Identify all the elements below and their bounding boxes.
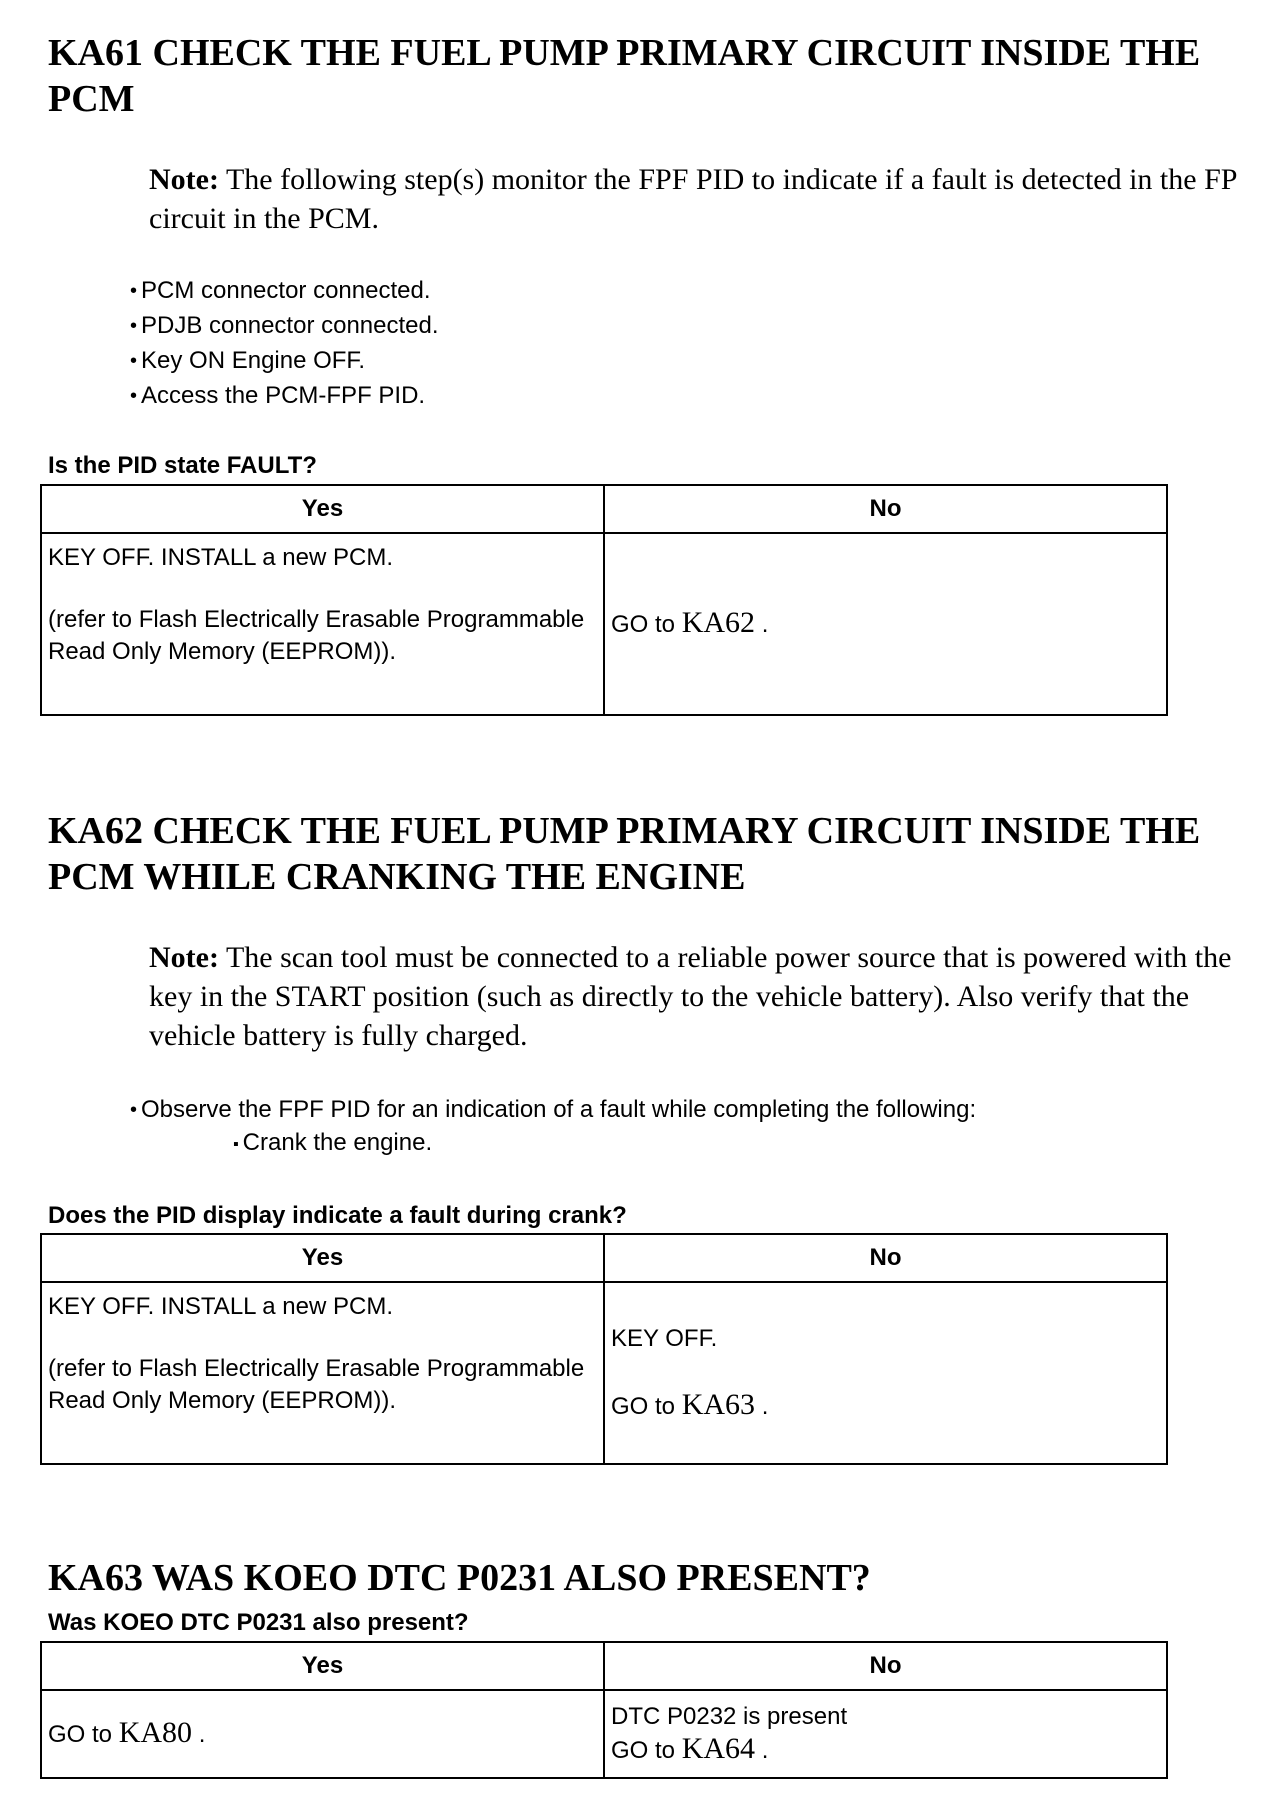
table-row: [41, 1282, 1167, 1464]
ka64-link[interactable]: KA64: [681, 1732, 756, 1765]
ka63-no-line1: DTC P0232 is present: [611, 1703, 848, 1730]
ka62-question: Does the PID display indicate a fault during crank?: [48, 1202, 627, 1229]
table-row: [41, 1690, 1167, 1778]
ka61-no-cell: [604, 533, 1167, 715]
no-header: No: [604, 1642, 1167, 1690]
ka62-bullet-list: [130, 1093, 976, 1161]
list-item: • Access the PCM-FPF PID.: [130, 379, 439, 414]
table-header-row: [41, 1642, 1167, 1690]
ka62-heading: KA62 CHECK THE FUEL PUMP PRIMARY CIRCUIT INSIDE THE PCM WHILE CRANKING THE ENGINE: [48, 810, 1201, 898]
ka61-heading: KA61 CHECK THE FUEL PUMP PRIMARY CIRCUIT INSIDE THE PCM: [48, 32, 1201, 120]
ka63-no-cell: [604, 1690, 1167, 1778]
ka62-no-goto: GO to: [611, 1393, 676, 1420]
ka63-heading: KA63 WAS KOEO DTC P0231 ALSO PRESENT?: [48, 1557, 871, 1599]
ka61-note: [149, 160, 1249, 238]
list-item: • Observe the FPF PID for an indication of a fault while completing the following:: [130, 1093, 976, 1128]
no-header: No: [604, 1234, 1167, 1282]
table-header-row: [41, 485, 1167, 533]
ka62-note: [149, 938, 1249, 1055]
ka63-question: Was KOEO DTC P0231 also present?: [48, 1609, 469, 1636]
list-item: • PCM connector connected.: [130, 274, 439, 309]
table-header-row: [41, 1234, 1167, 1282]
ka62-yes-cell: [41, 1282, 604, 1464]
ka61-no-goto: GO to: [611, 611, 676, 638]
ka63-no-suffix: .: [755, 1737, 769, 1764]
ka61-yes-line1: KEY OFF. INSTALL a new PCM.: [48, 544, 393, 571]
ka62-link[interactable]: KA62: [681, 606, 756, 639]
ka61-yes-cell: [41, 533, 604, 715]
ka62-yes-line1: KEY OFF. INSTALL a new PCM.: [48, 1293, 393, 1320]
ka61-yes-line2: (refer to Flash Electrically Erasable Programmable Read Only Memory (EEPROM)).: [48, 606, 585, 665]
sub-list-item: ▪ Crank the engine.: [130, 1128, 976, 1161]
table-row: [41, 533, 1167, 715]
ka61-answer-table: [40, 484, 1168, 716]
yes-header: Yes: [41, 1234, 604, 1282]
ka62-note-label: Note:: [149, 941, 219, 974]
list-item: • PDJB connector connected.: [130, 309, 439, 344]
ka63-link[interactable]: KA63: [681, 1388, 756, 1421]
ka61-note-text: The following step(s) monitor the FPF PID to indicate if a fault is detected in the FP circuit in the PCM.: [149, 163, 1237, 235]
ka62-no-cell: [604, 1282, 1167, 1464]
ka62-no-suffix: .: [755, 1393, 769, 1420]
ka63-no-goto: GO to: [611, 1737, 676, 1764]
yes-header: Yes: [41, 485, 604, 533]
ka80-link[interactable]: KA80: [118, 1716, 193, 1749]
ka63-yes-cell: [41, 1690, 604, 1778]
yes-header: Yes: [41, 1642, 604, 1690]
ka62-note-text: The scan tool must be connected to a reliable power source that is powered with the key in the START position (such as directly to the vehicle battery). Also verify that the vehicle battery is fully charged.: [149, 941, 1232, 1052]
ka62-yes-line2: (refer to Flash Electrically Erasable Programmable Read Only Memory (EEPROM)).: [48, 1355, 585, 1414]
no-header: No: [604, 485, 1167, 533]
ka63-yes-goto: GO to: [48, 1721, 113, 1748]
ka61-question: Is the PID state FAULT?: [48, 452, 317, 479]
ka61-no-suffix: .: [755, 611, 769, 638]
ka63-answer-table: [40, 1641, 1168, 1779]
ka61-bullet-list: [130, 274, 439, 414]
ka63-yes-suffix: .: [192, 1721, 206, 1748]
ka62-no-line1: KEY OFF.: [611, 1325, 718, 1352]
ka61-note-label: Note:: [149, 163, 219, 196]
list-item: • Key ON Engine OFF.: [130, 344, 439, 379]
ka62-answer-table: [40, 1233, 1168, 1465]
